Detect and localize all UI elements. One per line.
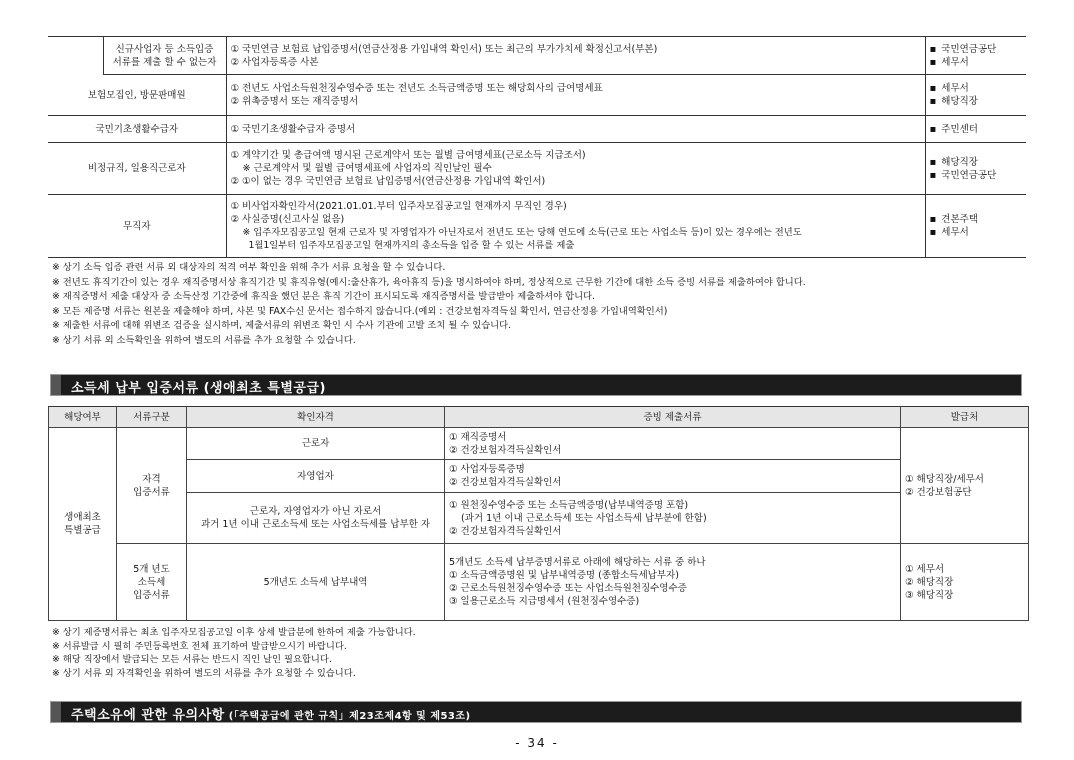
- first-home-tax-proof-table: [48, 406, 1029, 621]
- document-line: ② 건강보험자격득실확인서: [449, 525, 562, 537]
- document-line: ② 위촉증명서 또는 재직증명서: [230, 96, 359, 107]
- document-note: ※ 근로계약서 및 월별 급여명세표에 사업자의 직인날인 필수: [242, 163, 492, 174]
- document-line: ① 원천징수영수증 또는 소득금액증명(납부내역증명 포함): [449, 499, 689, 511]
- note-line: ※ 모든 제증명 서류는 원본을 제출해야 하며, 사본 및 FAX수신 문서는 접수하지 않습니다.(예외 : 건강보험자격득실 확인서, 연금산정용 가입내역확인서): [52, 305, 668, 317]
- qualification-cell: 근로자: [187, 428, 445, 460]
- section-header-bar: [50, 374, 1022, 396]
- table-row: [48, 195, 1026, 258]
- document-line: ③ 일용근로소득 지급명세서 (원천징수영수증): [449, 596, 640, 607]
- issuer-cell: [925, 37, 1026, 75]
- note-line: ※ 해당 직장에서 발급되는 모든 서류는 반드시 직인 날인 필요합니다.: [52, 654, 332, 665]
- section-bar-accent: [51, 702, 61, 722]
- document-line: ① 비사업자확인각서(2021.01.01.부터 입주자모집공고일 현재까지 무직인 경우): [230, 201, 567, 212]
- table-row: [48, 116, 1026, 143]
- qualification-cell: 자영업자: [187, 460, 445, 493]
- section-title: 소득세 납부 입증서류 (생애최초 특별공급): [71, 381, 326, 396]
- income-proof-table: [48, 36, 1026, 258]
- documents-cell: [445, 493, 901, 544]
- issuer-cell: [925, 116, 1026, 143]
- category-cell: 5개 년도 소득세 입증서류: [117, 544, 187, 621]
- issuer-item: ▪ 견본주택: [930, 213, 1023, 226]
- documents-cell: [445, 460, 901, 493]
- documents-cell: [445, 428, 901, 460]
- page-number: - 34 -: [515, 736, 559, 750]
- column-header: 발급처: [901, 407, 1029, 428]
- issuer-item: ▪ 주민센터: [930, 123, 1023, 136]
- issuer-line: ③ 해당직장: [905, 589, 954, 601]
- document-note: ※ 입주자모집공고일 현재 근로자 및 자영업자가 아닌자로서 전년도 또는 당해 연도에 소득(근로 또는 사업소득 등)이 있는 경우에는 전년도: [242, 227, 802, 238]
- documents-cell: [226, 116, 925, 143]
- issuer-item: ▪ 해당직장: [930, 156, 1023, 169]
- table-row: [49, 544, 1029, 621]
- document-line: ① 전년도 사업소득원천징수영수증 또는 전년도 소득금액증명 또는 해당회사의 급여명세표: [230, 83, 603, 94]
- category-cell: 보험모집인, 방문판매원: [48, 75, 226, 116]
- document-line: 5개년도 소득세 납부증명서류로 아래에 해당하는 서류 중 하나: [449, 557, 706, 568]
- documents-cell: [445, 544, 901, 621]
- section-title-text: 주택소유에 관한 유의사항: [71, 708, 225, 723]
- note-line: ※ 상기 서류 외 자격확인을 위하여 별도의 서류를 추가 요청할 수 있습니다.: [52, 667, 356, 679]
- document-line: ② 근로소득원천징수영수증 또는 사업소득원천징수영수증: [449, 583, 687, 594]
- section-title: [71, 704, 471, 723]
- document-line: ① 소득금액증명원 및 납부내역증명 (종합소득세납부자): [449, 570, 679, 581]
- table-row: [48, 143, 1026, 195]
- column-header: 해당여부: [49, 407, 117, 428]
- issuer-line: ① 세무서: [905, 563, 945, 575]
- note-line: ※ 재직증명서 제출 대상자 중 소득산정 기간중에 휴직을 했던 분은 휴직 기간이 표시되도록 재직증명서를 발급받아 제출하셔야 합니다.: [52, 291, 595, 302]
- document-line: ② 사실증명(신고사실 없음): [230, 214, 345, 225]
- table-row: [49, 493, 1029, 544]
- note-line: ※ 상기 서류 외 소득확인을 위하여 별도의 서류를 추가 요청할 수 있습니다.: [52, 334, 356, 346]
- document-line: ① 계약기간 및 총급여액 명시된 근로계약서 또는 월별 급여명세표(근로소득 지급조서): [230, 150, 586, 161]
- note-line: ※ 상기 제증명서류는 최초 입주자모집공고일 이후 상세 발급분에 한하여 제출 가능합니다.: [52, 627, 416, 638]
- qualification-cell: 5개년도 소득세 납부내역: [187, 544, 445, 621]
- category-cell: 신규사업자 등 소득입증 서류를 제출 할 수 없는자: [103, 37, 226, 75]
- document-line: ① 국민연금 보험료 납입증명서(연금산정용 가입내역 확인서) 또는 최근의 부가가치세 확정신고서(부본): [230, 43, 658, 55]
- document-line: ① 사업자등록증명: [449, 464, 525, 475]
- document-line: ② 건강보험자격득실확인서: [449, 444, 562, 456]
- note-line: ※ 제출한 서류에 대해 위변조 검증을 실시하며, 제출서류의 위변조 확인 시 수사 기관에 고발 조치 될 수 있습니다.: [52, 320, 512, 331]
- note-line: ※ 상기 소득 입증 관련 서류 외 대상자의 적격 여부 확인을 위해 추가 서류 요청을 할 수 있습니다.: [52, 262, 446, 273]
- table-row: [48, 37, 1026, 75]
- documents-cell: [226, 37, 925, 75]
- table-row: [49, 428, 1029, 460]
- table-row: [49, 460, 1029, 493]
- document-note: (과거 1년 이내 근로소득세 또는 사업소득세 납부분에 한함): [461, 512, 707, 524]
- issuer-cell: [901, 428, 1029, 544]
- document-note: 1월1일부터 입주자모집공고일 현재까지의 총소득을 입증 할 수 있는 서류를 제출: [248, 240, 575, 251]
- issuer-cell: [925, 195, 1026, 258]
- issuer-item: ▪ 국민연금공단: [930, 43, 1023, 56]
- group-cell: 생애최초 특별공급: [49, 428, 117, 621]
- issuer-item: ▪ 국민연금공단: [930, 169, 1023, 182]
- issuer-cell: [925, 75, 1026, 116]
- column-header: 증빙 제출서류: [445, 407, 901, 428]
- issuer-line: ② 해당직장: [905, 576, 954, 588]
- issuer-line: ② 건강보험공단: [905, 486, 972, 498]
- issuer-item: ▪ 해당직장: [930, 95, 1023, 108]
- documents-cell: [226, 195, 925, 258]
- table-header-row: [49, 407, 1029, 428]
- category-cell: 비정규직, 일용직근로자: [48, 143, 226, 195]
- category-cell: 무직자: [48, 195, 226, 258]
- category-cell: 자격 입증서류: [117, 428, 187, 544]
- section-subtitle: (「주택공급에 관한 규칙」제23조제4항 및 제53조): [228, 711, 471, 722]
- document-line: ① 국민기초생활수급자 증명서: [230, 123, 356, 135]
- notes-block: [52, 626, 416, 680]
- issuer-line: ① 해당직장/세무서: [905, 473, 984, 485]
- document-line: ① 재직증명서: [449, 431, 507, 443]
- issuer-item: ▪ 세무서: [930, 56, 1023, 69]
- documents-cell: [226, 75, 925, 116]
- document-line: ② ①이 없는 경우 국민연금 보험료 납입증명서(연금산정용 가입내역 확인서): [230, 176, 546, 187]
- documents-cell: [226, 143, 925, 195]
- table-row: [48, 75, 1026, 116]
- issuer-cell: [901, 544, 1029, 621]
- issuer-item: ▪ 세무서: [930, 226, 1023, 239]
- note-line: ※ 서류발급 시 필히 주민등록번호 전체 표기하여 발급받으시기 바랍니다.: [52, 640, 347, 652]
- section-header-bar: [50, 701, 1022, 723]
- issuer-item: ▪ 세무서: [930, 82, 1023, 95]
- issuer-cell: [925, 143, 1026, 195]
- document-line: ② 건강보험자격득실확인서: [449, 477, 562, 488]
- category-cell: 국민기초생활수급자: [48, 116, 226, 143]
- note-line: ※ 전년도 휴직기간이 있는 경우 재직증명서상 휴직기간 및 휴직유형(예시:출산휴가, 육아휴직 등)을 명시하여야 하며, 정상적으로 근무한 기간에 대한 소득 증빙 서류를 제출하여야 합니다.: [52, 276, 806, 288]
- column-header: 확인자격: [187, 407, 445, 428]
- column-header: 서류구분: [117, 407, 187, 428]
- document-line: ② 사업자등록증 사본: [230, 56, 319, 68]
- notes-block: [52, 261, 806, 348]
- qualification-cell: 근로자, 자영업자가 아닌 자로서 과거 1년 이내 근로소득세 또는 사업소득세를 납부한 자: [187, 493, 445, 544]
- section-bar-accent: [51, 375, 61, 395]
